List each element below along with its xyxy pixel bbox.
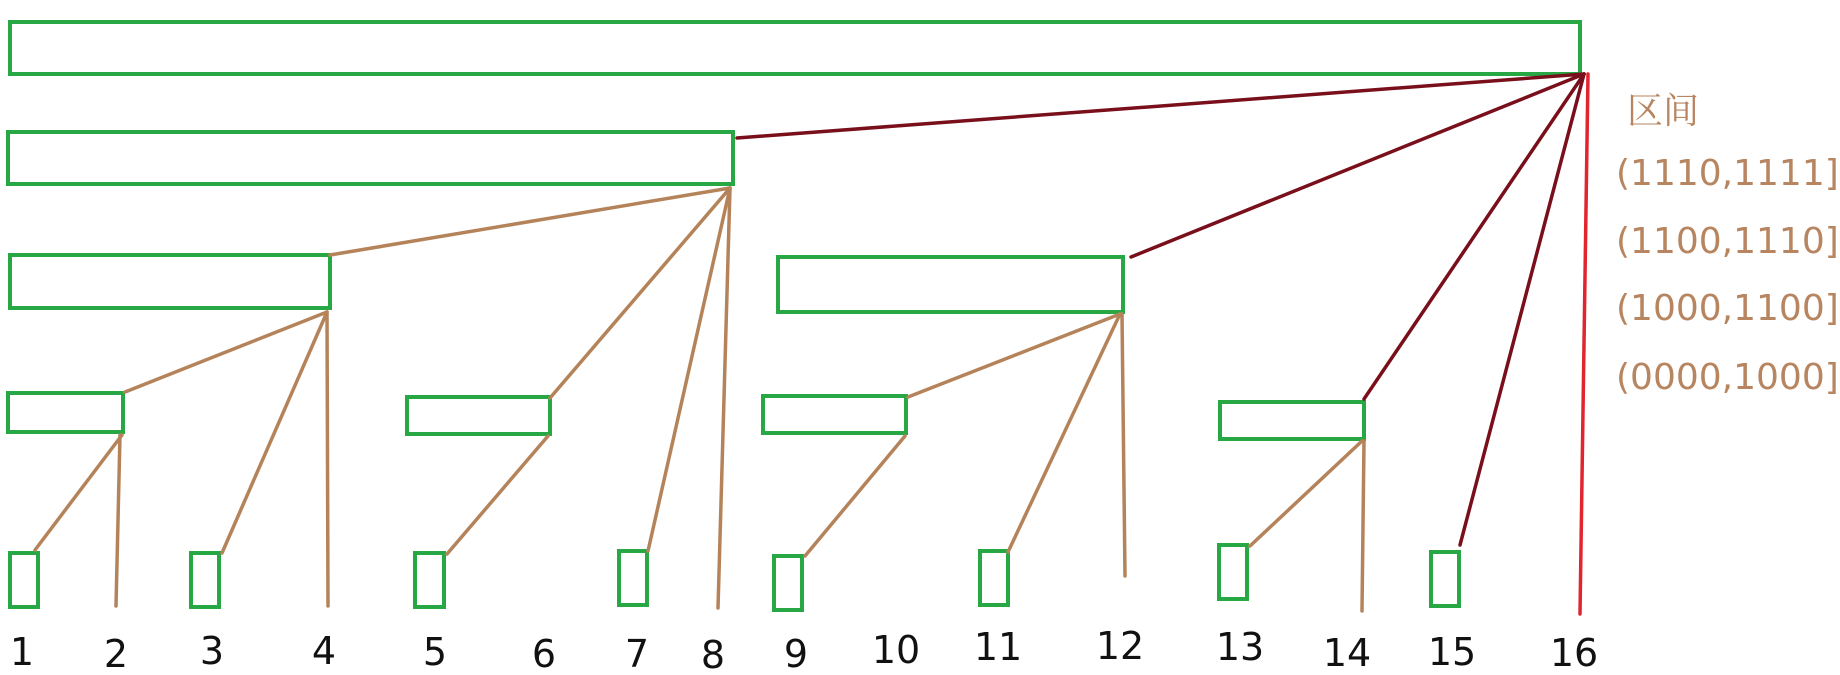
link-16-to-15 [1460, 74, 1584, 545]
legend-interval-4: (0000,1000] [1616, 357, 1839, 398]
link-4-down [327, 312, 328, 606]
node-rect-6 [407, 397, 550, 434]
link-2-down [116, 435, 120, 606]
index-label-12: 12 [1095, 624, 1145, 668]
leaf-rect-13 [1219, 545, 1247, 599]
index-label-6: 6 [531, 632, 557, 675]
node-rect-12 [778, 257, 1123, 312]
legend-interval-3: (1000,1100] [1616, 288, 1839, 329]
index-label-16: 16 [1549, 631, 1599, 675]
legend-interval-2: (1100,1110] [1616, 221, 1839, 262]
leaf-rect-9 [774, 556, 802, 610]
link-14-to-13 [1250, 441, 1362, 546]
legend-header: 区间 [1627, 91, 1700, 132]
index-label-14: 14 [1322, 631, 1372, 675]
index-label-5: 5 [422, 630, 448, 674]
index-label-9: 9 [783, 632, 809, 675]
link-6-to-5 [447, 436, 548, 554]
index-label-1: 1 [9, 630, 35, 674]
index-label-2: 2 [103, 632, 129, 675]
leaf-rect-1 [10, 553, 38, 607]
link-16-to-14 [1364, 74, 1584, 399]
link-8-to-6 [550, 188, 730, 398]
link-12-down [1122, 314, 1125, 576]
index-label-11: 11 [973, 625, 1023, 669]
legend-interval-1: (1110,1111] [1616, 153, 1839, 194]
node-rect-8 [8, 132, 733, 184]
index-label-13: 13 [1215, 625, 1265, 669]
link-2-to-1 [35, 435, 122, 550]
index-label-8: 8 [700, 633, 726, 675]
leaf-rect-7 [619, 551, 647, 605]
leaf-rect-15 [1431, 552, 1459, 606]
index-label-10: 10 [871, 628, 921, 672]
index-label-3: 3 [199, 629, 225, 673]
node-rect-10 [763, 396, 906, 433]
index-label-7: 7 [624, 632, 650, 675]
link-8-to-7 [648, 188, 730, 551]
link-10-to-9 [805, 436, 905, 556]
node-rect-16 [10, 22, 1580, 74]
node-rect-2 [8, 393, 123, 432]
link-14-down [1362, 441, 1364, 611]
leaf-rect-3 [191, 553, 219, 607]
index-label-15: 15 [1427, 630, 1477, 674]
link-8-to-4 [330, 188, 730, 255]
leaf-rect-11 [980, 551, 1008, 605]
link-16-down [1580, 74, 1588, 614]
link-8-down [718, 188, 730, 608]
node-rect-14 [1220, 402, 1364, 439]
index-label-4: 4 [311, 629, 337, 673]
leaf-rect-5 [415, 553, 444, 607]
link-16-to-8 [737, 74, 1584, 138]
node-rect-4 [10, 255, 330, 308]
